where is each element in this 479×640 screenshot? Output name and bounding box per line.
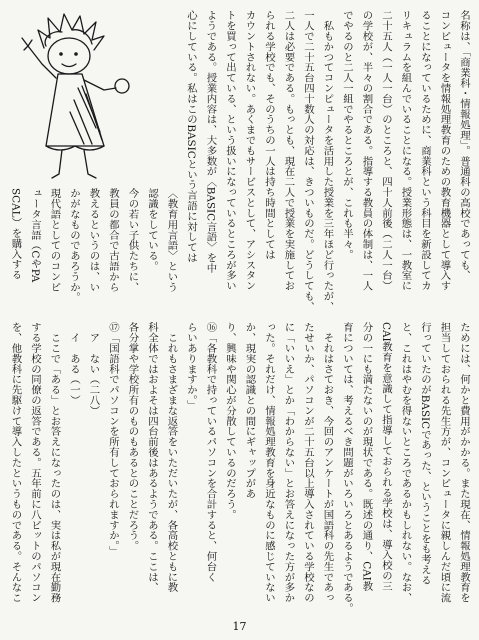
upper-text-column: 二人は必要である。もっとも、現在二人で授業を実施してお: [282, 10, 295, 291]
page-number: 17: [232, 620, 247, 633]
lower-text-column: と、これはやむを得ないところであるかもしれない。なお、: [399, 322, 412, 603]
upper-text-column-short: 教員の都合で古語から: [107, 188, 119, 292]
upper-text-column: ようである。授業内容は、大多数が〈BASIC言語〉を中: [204, 10, 217, 274]
upper-text-column: の学校が、半々の割合である。指導する教員の体制は、一人: [360, 10, 373, 291]
lower-text-column: ここで「ある」とお答えになったのは、実は私が現在勤務: [48, 322, 61, 603]
survey-question-17: ⑰「国語科でパソコンを所有しておられますか。」: [107, 322, 119, 556]
upper-text-column-short: 認識をしている。: [146, 188, 158, 272]
lower-text-column: それはさておき、今回のアンケートが国語科の先生であっ: [321, 322, 334, 603]
upper-text-column-short: 〈教育用言語〉という: [165, 188, 178, 292]
lower-text-column: った。それだけ、情報処理教育を身近なものに感じていない: [263, 322, 275, 603]
upper-text-column-short: ュータ言語（CやPA: [29, 188, 41, 283]
upper-text-column: 私もかつてコンピュータを活用した授業を三年ほど行ったが、: [321, 10, 334, 312]
upper-text-column: コンピュータを情報処理教育のための教育機器として導入す: [438, 10, 451, 291]
lower-text-tier: [5, 322, 473, 624]
lower-text-column: 科全体ではおよそは四台前後はあるようである。ここは、: [146, 322, 158, 593]
survey-question-16: ⑯「各教科で持っているパソコンを合計すると、何台く: [204, 322, 217, 582]
lower-text-column: たせいか、パソコンが二十五台以上導入されている学校なの: [302, 322, 314, 603]
upper-text-column: られる学校でも、そのうちの一人は持ち時間としては: [263, 10, 275, 260]
lower-text-column: 行っていたのがBASICであった、ということをも考える: [419, 322, 431, 586]
lower-text-column: 担当しておられる先生方が、コンピュータに親しんだ頃に流: [438, 322, 451, 603]
lower-text-column: か、現実の認識との間にギャップがあ: [243, 322, 256, 499]
lower-text-column: ためには、何かと費用がかかる。また現在、情報処理教育を: [458, 322, 470, 603]
lower-text-column: これもさまざまな返答をいただいたが、各高校ともに教: [165, 322, 178, 593]
upper-text-column: 二十五人（一人一台）のところと、四十人前後（二人一台）: [380, 10, 392, 291]
upper-text-column-short: かがなものであろうか。: [68, 188, 80, 303]
upper-text-column: カウントされない。あくまでもサービスとして、アシスタン: [243, 10, 256, 291]
upper-text-column: トを買って出ている、という扱いになっているところが多い: [224, 10, 236, 291]
lower-text-column: らいありますか。」: [185, 322, 197, 411]
survey-answer-a: ア ない（二八）: [87, 322, 100, 416]
upper-text-column: 心にしている。私はこのBASICという言語に対しては: [185, 10, 197, 263]
survey-answer-b: イ ある（一）: [68, 322, 80, 406]
lower-text-column: する学校の同僚の返答である。五年前に八ビットのパソコン: [29, 322, 41, 603]
upper-text-column-short: 教えるというのは、い: [87, 188, 100, 292]
upper-text-column-short: 今の若い子供たちに、: [126, 188, 139, 292]
lower-text-column: 各分掌や学校所有のものもあるとのことだろう。: [126, 322, 139, 551]
lower-text-column: CAI教育を意識して指導しておられる学校は、導入校の三: [380, 322, 392, 592]
upper-text-column-short: 現代語としてのコンピ: [48, 188, 61, 292]
upper-text-column: 一人で二十五台四十数人の対応は、きついものだ。どうしても、: [302, 10, 314, 312]
upper-text-column: 名称は、「商業科・情報処理」。普通科の高校であっても、: [458, 10, 470, 281]
upper-text-column: リキュラムを組んでいることになる。授業形態は、一教室に: [399, 10, 412, 291]
lower-text-column: 分の一にも満たないのが現状である。既述の通り、CAI教: [360, 322, 373, 592]
lower-text-column: に「いいえ」とか「わからない」とお答えになった方が多か: [282, 322, 295, 603]
upper-text-column: ることになっているために、商業科という科目を新設してカ: [419, 10, 431, 291]
lower-text-column: を、他教科に先駆けて導入したというものである。そんなこ: [9, 322, 22, 603]
lower-text-column: り、興味や関心が分散しているのだろう。: [224, 322, 236, 520]
upper-text-column: でやるのと二人一組でやるところとが、これも半々。: [341, 10, 353, 260]
upper-text-tier: [5, 10, 473, 312]
lower-text-column: 育については、考えるべき問題がいろいろとあるようである。: [341, 322, 353, 614]
upper-text-column-short: SCAL）を購入する: [9, 188, 22, 280]
